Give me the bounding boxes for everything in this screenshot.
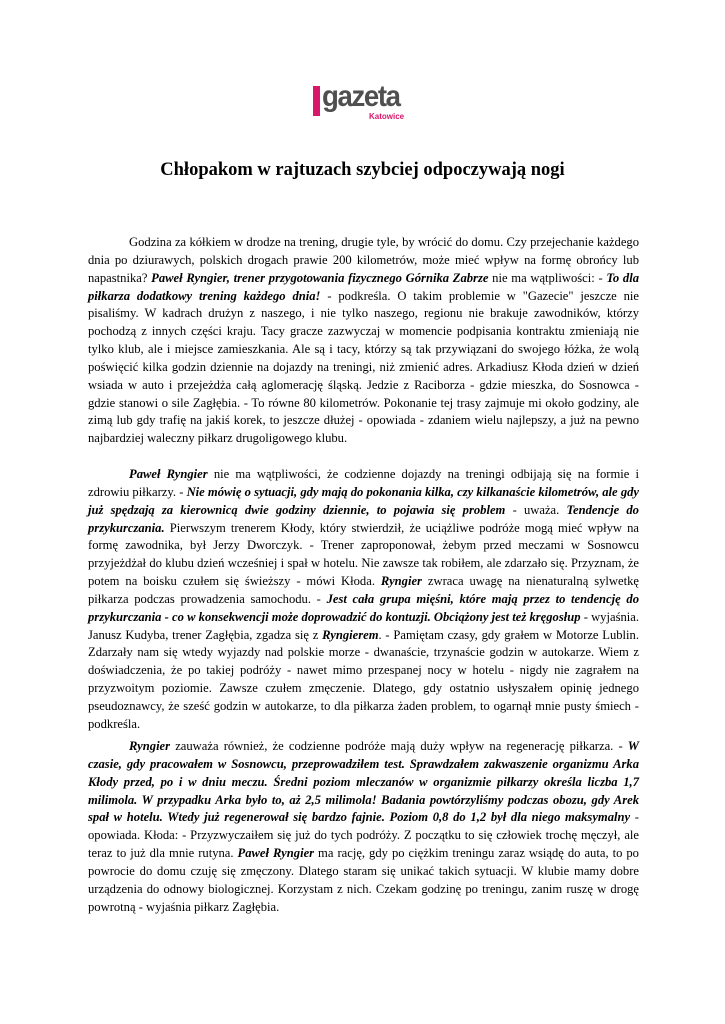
body-text: Godzina za kółkiem w drodze na trening, drugie tyle, by wrócić do domu. Czy przejechanie każdego dnia po dziurawych, polskich drogach prawie 200 kilometrów, może mieć wpływ na formę obrońcy lub napastnika? bbox=[88, 235, 639, 285]
body-text: - podkreśla. O takim problemie w "Gazecie" jeszcze nie pisaliśmy. W kadrach drużyn z naszego, i nie tylko naszego, regionu nie brakuje zawodników, którzy pochodzą z innych części kraju. Tacy gracze zazwyczaj w momencie podpisania kontraktu zmieniają nie tylko klub, ale i miejsce zamieszkania. Ale są i tacy, którzy są tak przywiązani do swojego łóżka, że wolą poświęcić kilka godzin dziennie na dojazdy na treningi, niż zmienić adres. Arkadiusz Kłoda dzień w dzień wsiada w auto i przejeżdża całą aglomerację śląską. Jedzie z Raciborza - gdzie mieszka, do Sosnowca - gdzie stanowi o sile Zagłębia. - To równe 80 kilometrów. Pokonanie tej trasy zajmuje mi około godziny, ale zimą lub gdy trafię na jakiś korek, to jeszcze dłużej - opowiada - zdaniem wielu najlepszy, a już na pewno najbardziej waleczny piłkarz drugoligowego klubu. bbox=[88, 288, 639, 446]
logo-city: Katowice bbox=[369, 112, 405, 121]
logo-bar bbox=[313, 86, 320, 116]
body-text: nie ma wątpliwości: - bbox=[488, 270, 607, 285]
emphasized-text: To dla piłkarza dodatkowy trening każdego dnia! bbox=[88, 270, 640, 303]
body-text: - wyjaśnia. Janusz Kudyba, trener Zagłębia, zgadza się z bbox=[88, 609, 640, 642]
article-paragraph-1 bbox=[88, 234, 639, 448]
emphasized-text: Nie mówię o sytuacji, gdy mają do pokonania kilka, czy kilkanaście kilometrów, ale gdy już spędzają za kierownicą dwie godziny dziennie, to pojawia się problem bbox=[88, 484, 639, 517]
emphasized-text: Tendencje do przykurczania. bbox=[88, 502, 639, 535]
body-text: . - Pamiętam czasy, gdy grałem w Motorze Lublin. Zdarzały nam się wtedy wyjazdy nad polskie morze - dwanaście, trzynaście godzin w autokarze. Wiem z doświadczenia, że po takiej podróży - nawet mimo przespanej nocy w hotelu - nigdy nie zagrałem na przyzwoitym poziomie. Zawsze czułem zmęczenie. Dlatego, gdy ostatnio usłyszałem opinię jednego pseudoznawcy, że sześć godzin w autokarze, to dla piłkarza żaden problem, to ogarnął mnie pusty śmiech - podkreśla. bbox=[88, 627, 639, 731]
emphasized-text: Jest cała grupa mięśni, które mają przez to tendencję do przykurczania - co w konsekwencji może doprowadzić do kontuzji. Obciążony jest też kręgosłup bbox=[88, 591, 639, 624]
emphasized-text: Paweł Ryngier bbox=[237, 846, 315, 861]
body-text: zauważa również, że codzienne podróże mają duży wpływ na regenerację piłkarza. - bbox=[170, 739, 628, 753]
emphasized-text: Paweł Ryngier, trener przygotowania fizycznego Górnika Zabrze bbox=[151, 270, 489, 285]
gazeta-logo bbox=[313, 80, 411, 122]
article-paragraph-2 bbox=[88, 466, 639, 734]
body-text: Pierwszym trenerem Kłody, który stwierdził, że uciążliwe podróże mogą mieć wpływ na formę zawodnika, był Jerzy Dworczyk. - Trener zaproponował, żebym przed meczami w Sosnowcu przyjeżdżał do klubu dzień wcześniej i spał w hotelu. Nie zawsze tak robiłem, ale zdarzało się. Przyznam, że potem na boisku czułem się świeższy - mówi Kłoda. bbox=[88, 520, 639, 589]
emphasized-text: Ryngierem bbox=[322, 627, 379, 642]
body-text: nie ma wątpliwości, że codzienne dojazdy na treningi odbijają się na formie i zdrowiu piłkarzy. - bbox=[88, 467, 639, 499]
body-text: - uważa. bbox=[505, 502, 567, 517]
article-title: Chłopakom w rajtuzach szybciej odpoczywają nogi bbox=[160, 160, 565, 180]
body-text: ma rację, gdy po ciężkim treningu zaraz wsiądę do auta, to po powrocie do domu czuję się zmęczony. Dlatego staram się unikać takich sytuacji. W klubie mamy dobre urządzenia do odnowy biologicznej. Korzystam z nich. Czekam godzinę po treningu, zanim ruszę w drogę powrotną - wyjaśnia piłkarz Zagłębia. bbox=[88, 846, 639, 914]
body-text: zwraca uwagę na nienaturalną sylwetkę piłkarza podczas prowadzenia samochodu. - bbox=[88, 574, 640, 606]
body-text: - opowiada. Kłoda: - Przyzwyczaiłem się już do tych podróży. Z początku to się człowiek trochę męczył, ale teraz to już dla mnie rutyna. bbox=[88, 810, 640, 861]
emphasized-text: Ryngier bbox=[380, 574, 422, 589]
emphasized-text: W czasie, gdy pracowałem w Sosnowcu, przeprowadziłem test. Sprawdzałem zakwaszenie organizmu Arka Kłody przed, po i w dniu meczu. Średni poziom mleczanów w organizmie piłkarzy określa liczba 1,7 milimola. W przypadku Arka było to, aż 2,5 milimola! Badania powtórzyliśmy podczas obozu, gdy Arek spał w hotelu. Wtedy już regenerował się bardzo fajnie. Poziom 0,8 do 1,2 był dla niego maksymalny bbox=[88, 739, 639, 825]
emphasized-text: Paweł Ryngier bbox=[129, 467, 208, 481]
logo-word: gazeta bbox=[322, 80, 400, 113]
article-paragraph-3 bbox=[88, 738, 639, 916]
emphasized-text: Ryngier bbox=[129, 739, 171, 753]
